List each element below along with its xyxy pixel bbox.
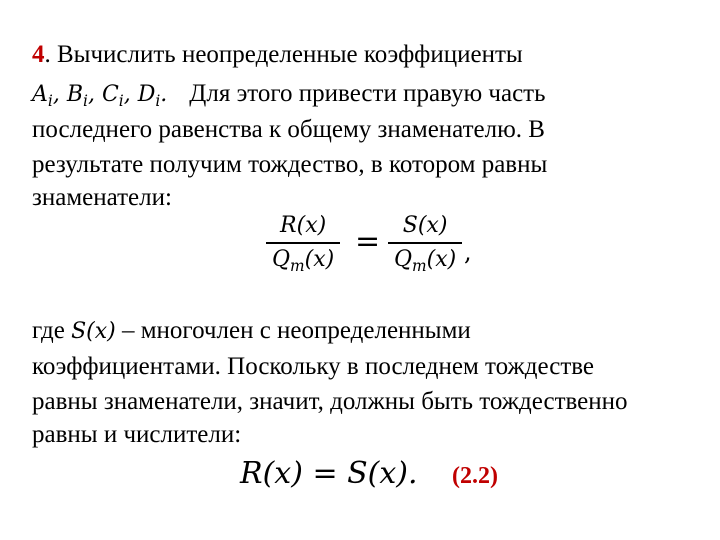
fraction-left <box>266 210 340 277</box>
text-line-9: равны и числители: <box>32 421 242 448</box>
coef-A: $A_i$ <box>32 82 53 111</box>
fraction-left-denominator: $Q_m(x)$ <box>272 247 335 276</box>
equation-number: (2.2) <box>452 463 498 489</box>
equals-sign: = <box>355 224 381 259</box>
fraction-comma: , <box>464 238 472 266</box>
fraction-right-denominator: $Q_m(x)$ <box>394 247 457 276</box>
step-number: 4 <box>32 41 45 68</box>
line2-text: Для этого привести правую часть <box>189 80 546 107</box>
fraction-right-numerator: S(x) <box>402 213 448 238</box>
text-line-8: равны знаменатели, значит, должны быть тождественно <box>32 388 628 415</box>
final-equation: R(x) = S(x). <box>240 456 418 491</box>
line1-text: . Вычислить неопределенные коэффициенты <box>44 41 523 68</box>
s-of-x: S(x) <box>71 319 116 344</box>
text-line-6: где S(x) – многочлен с неопределенными <box>32 317 471 344</box>
text-line-3: последнего равенства к общему знаменателю. В <box>32 116 545 143</box>
coef-D: $D_i$ <box>137 82 161 111</box>
text-line-2: $A_i$, $B_i$, $C_i$, $D_i$. Для этого привести правую часть <box>32 80 546 111</box>
text-line-4: результате получим тождество, в котором равны <box>32 151 548 178</box>
fraction-right <box>388 210 462 277</box>
coef-B: $B_i$ <box>66 82 88 111</box>
coef-C: $C_i$ <box>101 82 124 111</box>
text-line-7: коэффициентами. Поскольку в последнем тождестве <box>32 353 595 380</box>
text-line-1 <box>32 40 523 70</box>
text-line-5: знаменатели: <box>32 184 172 211</box>
fraction-left-numerator: R(x) <box>280 213 327 238</box>
